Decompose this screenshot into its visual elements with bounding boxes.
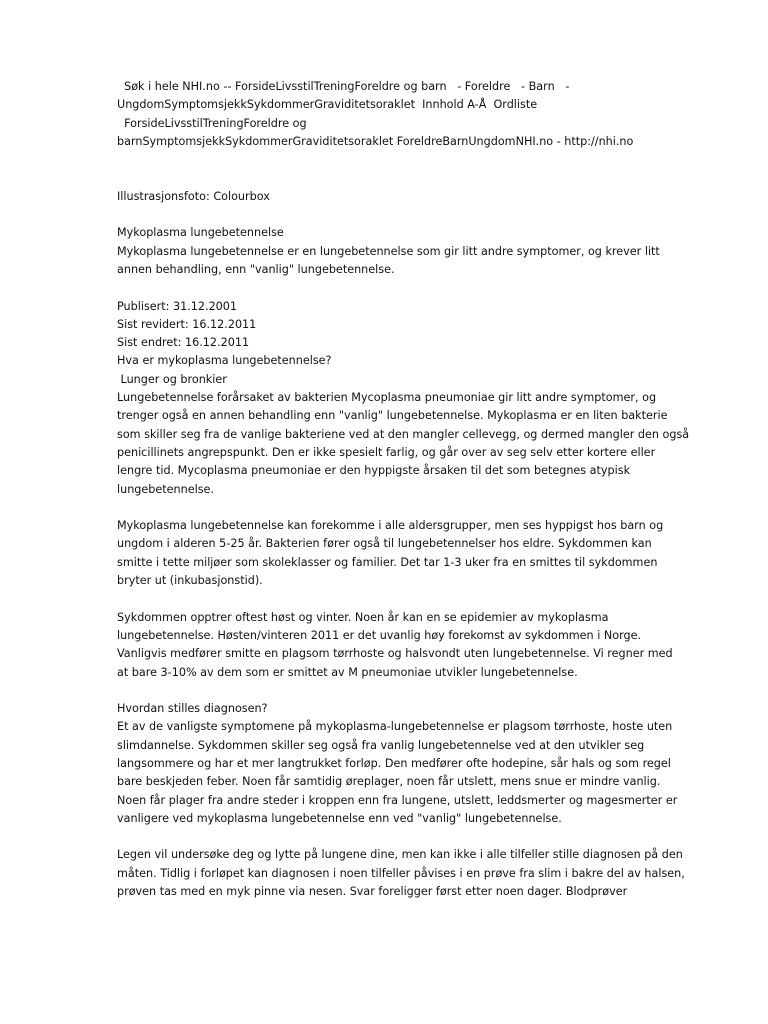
changed-date: Sist endret: 16.12.2011 <box>117 336 250 350</box>
paragraph-line: prøven tas med en myk pinne via nesen. Svar foreligger først etter noen dager. Blodprøver <box>117 885 628 899</box>
paragraph-4 <box>117 718 678 828</box>
revised-date: Sist revidert: 16.12.2011 <box>117 317 257 331</box>
document-page <box>117 78 690 901</box>
paragraph-line: Noen får plager fra andre steder i kroppen enn fra lungene, utslett, leddsmerter og magesmerter er <box>117 793 678 807</box>
paragraph-line: Lungebetennelse forårsaket av bakterien Mycoplasma pneumoniae gir litt andre symptomer, og <box>117 391 657 405</box>
paragraph-line: ungdom i alderen 5-25 år. Bakterien fører også til lungebetennelser hos eldre. Sykdommen kan <box>117 537 652 551</box>
intro-line: annen behandling, enn "vanlig" lungebetennelse. <box>117 262 395 276</box>
site-header-nav <box>117 78 662 151</box>
nav-line: Søk i hele NHI.no -- ForsideLivsstilTreningForeldre og barn - Foreldre - Barn - <box>117 80 570 93</box>
paragraph-line: Mykoplasma lungebetennelse kan forekomme i alle aldersgrupper, men ses hyppigst hos barn og <box>117 519 664 533</box>
article-intro <box>117 243 662 280</box>
paragraph-line: slimdannelse. Sykdommen skiller seg også fra vanlig lungebetennelse ved at den utvikler seg <box>117 738 645 752</box>
photo-credit: Illustrasjonsfoto: Colourbox <box>117 189 270 203</box>
paragraph-line: smitte i tette miljøer som skoleklasser og familier. Det tar 1-3 uker fra en smittes til sykdommen <box>117 555 658 569</box>
published-date: Publisert: 31.12.2001 <box>117 299 238 313</box>
paragraph-line: som skiller seg fra de vanlige bakteriene ved at den mangler cellevegg, og dermed mangler den også <box>117 427 690 441</box>
paragraph-line: Et av de vanligste symptomene på mykoplasma-lungebetennelse er plagsom tørrhoste, hoste uten <box>117 720 673 734</box>
article-title: Mykoplasma lungebetennelse <box>117 226 284 240</box>
paragraph-line: lungebetennelse. <box>117 482 214 496</box>
paragraph-line: vanligere ved mykoplasma lungebetennelse enn ved "vanlig" lungebetennelse. <box>117 811 562 825</box>
paragraph-line: langsommere og har et mer langtrukket forløp. Den medfører ofte hodepine, sår hals og som regel <box>117 756 671 770</box>
paragraph-line: lengre tid. Mycoplasma pneumoniae er den hyppigste årsaken til det som betegnes atypisk <box>117 464 631 478</box>
paragraph-line: lungebetennelse. Høsten/vinteren 2011 er det uvanlig høy forekomst av sykdommen i Norge. <box>117 628 642 642</box>
paragraph-line: bare beskjeden feber. Noen får samtidig øreplager, noen får utslett, mens snue er mindre vanlig. <box>117 775 661 789</box>
section-heading-diagnosis: Hvordan stilles diagnosen? <box>117 702 268 716</box>
paragraph-3 <box>117 609 673 682</box>
nav-line: UngdomSymptomsjekkSykdommerGraviditetsoraklet Innhold A-Å Ordliste <box>117 98 538 112</box>
paragraph-line: Legen vil undersøke deg og lytte på lungene dine, men kan ikke i alle tilfeller stille diagnosen på den <box>117 848 683 862</box>
image-caption: Lunger og bronkier <box>117 372 227 386</box>
section-heading-what-is: Hva er mykoplasma lungebetennelse? <box>117 354 332 368</box>
paragraph-line: bryter ut (inkubasjonstid). <box>117 574 263 588</box>
nav-line: ForsideLivsstilTreningForeldre og <box>117 116 307 130</box>
paragraph-line: trenger også en annen behandling enn "vanlig" lungebetennelse. Mykoplasma er en liten bakterie <box>117 409 668 423</box>
paragraph-line: penicillinets angrepspunkt. Den er ikke spesielt farlig, og går over av seg selv etter kortere eller <box>117 445 656 459</box>
nav-line: barnSymptomsjekkSykdommerGraviditetsoraklet ForeldreBarnUngdomNHI.no - http://nhi.no <box>117 134 634 148</box>
paragraph-line: måten. Tidlig i forløpet kan diagnosen i noen tilfeller påvises i en prøve fra slim i bakre del av halsen, <box>117 866 685 880</box>
intro-line: Mykoplasma lungebetennelse er en lungebetennelse som gir litt andre symptomer, og krever litt <box>117 244 660 258</box>
paragraph-2 <box>117 517 662 590</box>
paragraph-line: Vanligvis medfører smitte en plagsom tørrhoste og halsvondt uten lungebetennelse. Vi regner med <box>117 647 673 661</box>
paragraph-line: at bare 3-10% av dem som er smittet av M pneumoniae utvikler lungebetennelse. <box>117 665 578 679</box>
paragraph-line: Sykdommen opptrer oftest høst og vinter. Noen år kan en se epidemier av mykoplasma <box>117 610 609 624</box>
paragraph-1 <box>117 389 690 499</box>
paragraph-5 <box>117 846 685 901</box>
